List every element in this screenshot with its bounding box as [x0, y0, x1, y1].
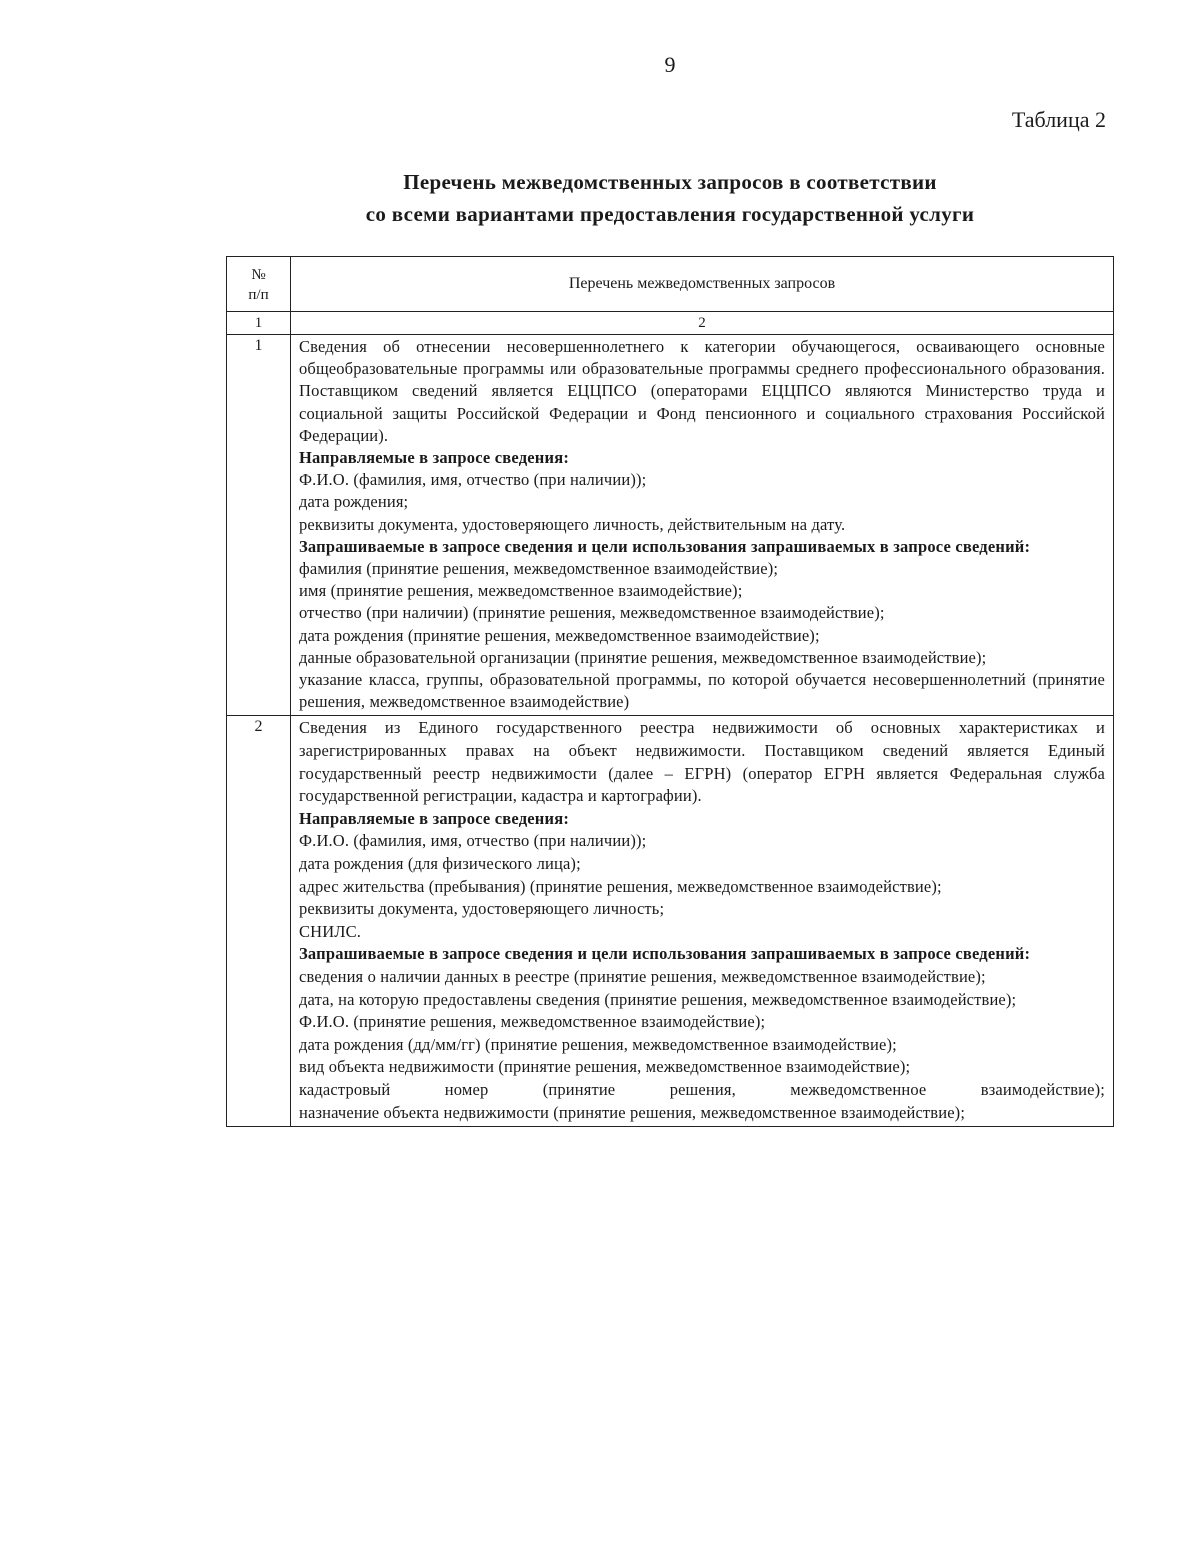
document-title	[240, 166, 1100, 230]
title-line-2: со всеми вариантами предоставления государственной услуги	[365, 202, 975, 226]
list-item: Ф.И.О. (фамилия, имя, отчество (при наличии));	[299, 831, 647, 851]
row-content	[291, 335, 1114, 716]
table-row	[227, 335, 1114, 716]
header-list: Перечень межведомственных запросов	[291, 257, 1114, 312]
list-item: кадастровый номер (принятие решения, межведомственное взаимодействие);	[299, 1079, 1105, 1099]
section-heading-requested: Запрашиваемые в запросе сведения и цели использования запрашиваемых в запросе сведений:	[299, 944, 1031, 964]
request-description: Сведения об отнесении несовершеннолетнего к категории обучающегося, осваивающего основные общеобразовательные программы или образовательные программы среднего профессионального образования. Поставщиком сведений является ЕЦЦПСО (операторами ЕЦЦПСО являются Министерство труда и социальной защиты Российской Федерации и Фонд пенсионного и социального страхования Российской Федерации).	[299, 337, 1105, 445]
page-number: 9	[664, 52, 676, 77]
row-number: 1	[227, 335, 291, 716]
table-header-row	[227, 257, 1114, 312]
list-item: СНИЛС.	[299, 921, 362, 941]
list-item: дата рождения (дд/мм/гг) (принятие решения, межведомственное взаимодействие);	[299, 1034, 897, 1054]
list-item: дата, на которую предоставлены сведения (принятие решения, межведомственное взаимодействие);	[299, 989, 1017, 1009]
list-item: Ф.И.О. (принятие решения, межведомственное взаимодействие);	[299, 1012, 766, 1032]
list-item: данные образовательной организации (принятие решения, межведомственное взаимодействие);	[299, 647, 987, 667]
header-number	[227, 257, 291, 312]
list-item: имя (принятие решения, межведомственное взаимодействие);	[299, 581, 743, 601]
section-heading-requested: Запрашиваемые в запросе сведения и цели использования запрашиваемых в запросе сведений:	[299, 536, 1031, 556]
request-description: Сведения из Единого государственного реестра недвижимости об основных характеристиках и зарегистрированных правах на объект недвижимости. Поставщиком сведений является Единый государственный реестр недвижимости (далее – ЕГРН) (оператор ЕГРН является Федеральная служба государственной регистрации, кадастра и картографии).	[299, 718, 1105, 806]
requests-table	[226, 256, 1114, 1127]
list-item: реквизиты документа, удостоверяющего личность;	[299, 899, 665, 919]
row-number: 2	[227, 716, 291, 1127]
column-number-1: 1	[227, 312, 291, 335]
list-item: сведения о наличии данных в реестре (принятие решения, межведомственное взаимодействие);	[299, 966, 986, 986]
list-item: фамилия (принятие решения, межведомственное взаимодействие);	[299, 559, 779, 579]
column-number-row	[227, 312, 1114, 335]
list-item: отчество (при наличии) (принятие решения, межведомственное взаимодействие);	[299, 603, 885, 623]
list-item: реквизиты документа, удостоверяющего личность, действительным на дату.	[299, 514, 846, 534]
table-row	[227, 716, 1114, 1127]
list-item: Ф.И.О. (фамилия, имя, отчество (при наличии));	[299, 470, 647, 490]
list-item: указание класса, группы, образовательной программы, по которой обучается несовершеннолетний (принятие решения, межведомственное взаимодействие)	[299, 670, 1105, 712]
title-line-1: Перечень межведомственных запросов в соответствии	[403, 170, 937, 194]
column-number-2: 2	[291, 312, 1114, 335]
header-number-text: № п/п	[248, 267, 269, 303]
list-item: дата рождения (принятие решения, межведомственное взаимодействие);	[299, 625, 820, 645]
section-heading-sent: Направляемые в запросе сведения:	[299, 448, 570, 468]
row-content	[291, 716, 1114, 1127]
section-heading-sent: Направляемые в запросе сведения:	[299, 808, 570, 828]
list-item: вид объекта недвижимости (принятие решения, межведомственное взаимодействие);	[299, 1057, 911, 1077]
list-item: дата рождения (для физического лица);	[299, 854, 581, 874]
table-label: Таблица 2	[1011, 107, 1106, 132]
list-item: назначение объекта недвижимости (принятие решения, межведомственное взаимодействие);	[299, 1102, 966, 1122]
list-item: адрес жительства (пребывания) (принятие решения, межведомственное взаимодействие);	[299, 876, 942, 896]
list-item: дата рождения;	[299, 492, 409, 512]
